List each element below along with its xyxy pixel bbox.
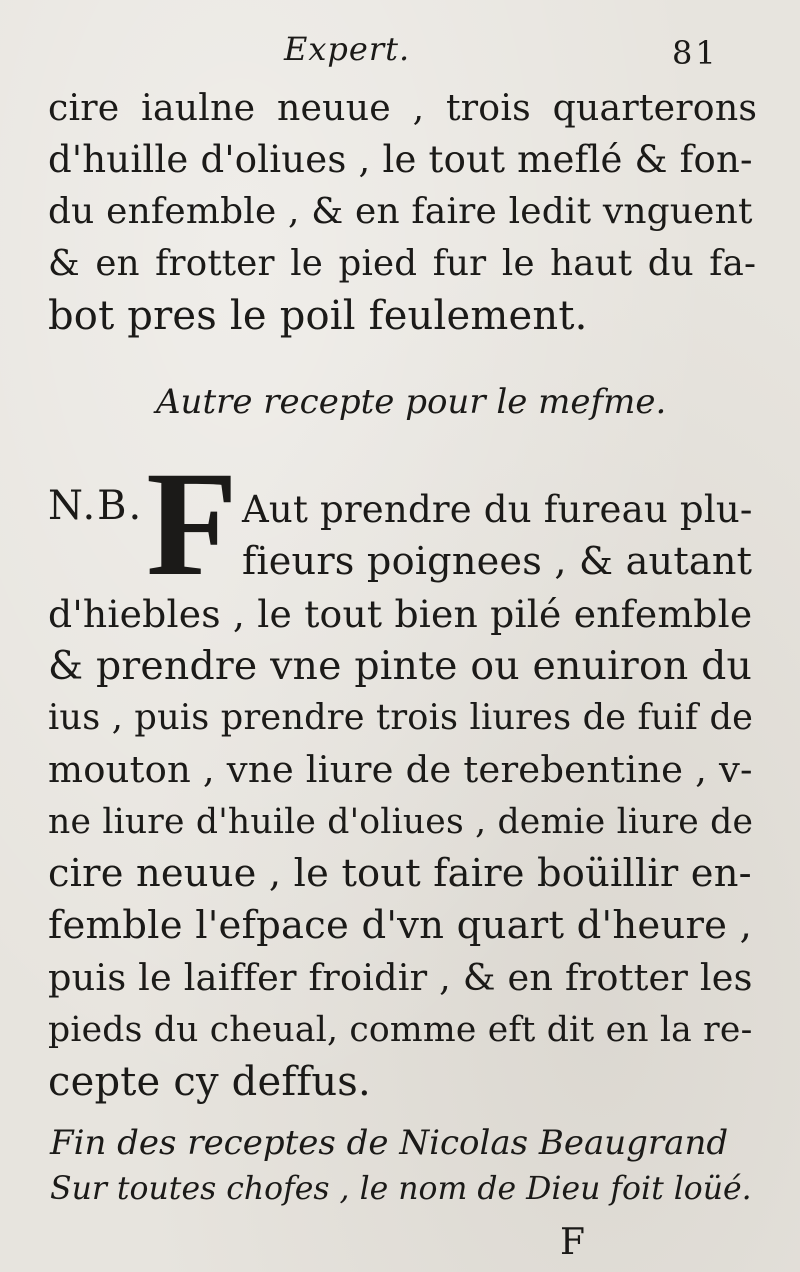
nota-bene-marker: N.B. bbox=[48, 483, 144, 529]
text-line: ius , puis prendre trois liures de fuif de bbox=[48, 697, 754, 738]
text-line: femble l'efpace d'vn quart d'heure , bbox=[48, 903, 753, 948]
colophon-line: Sur toutes chofes , le nom de Dieu foit loüé. bbox=[50, 1171, 752, 1207]
text-line: cepte cy deffus. bbox=[48, 1059, 371, 1105]
text-line: Aut prendre du fureau plu- bbox=[242, 488, 753, 531]
text-line: mouton , vne liure de terebentine , v- bbox=[48, 748, 753, 791]
text-line: cire neuue , le tout faire boüillir en- bbox=[48, 851, 752, 896]
drop-cap: F bbox=[146, 441, 238, 607]
page-number: 81 bbox=[672, 34, 719, 72]
text-line: puis le laiffer froidir , & en frotter les bbox=[48, 956, 753, 999]
text-line: du enfemble , & en faire ledit vnguent bbox=[48, 191, 753, 232]
running-head: Expert. bbox=[284, 30, 411, 68]
recipe-subheading: Autre recepte pour le mefme. bbox=[156, 382, 667, 422]
signature-mark: F bbox=[560, 1222, 587, 1263]
text-line: ne liure d'huile d'oliues , demie liure de bbox=[48, 802, 754, 842]
text-line: pieds du cheual, comme eft dit en la re- bbox=[48, 1010, 753, 1050]
text-line: d'huille d'oliues , le tout meflé & fon- bbox=[48, 138, 753, 181]
text-line: d'hiebles , le tout bien pilé enfemble bbox=[48, 592, 753, 636]
text-line: fieurs poignees , & autant bbox=[242, 540, 753, 584]
text-line: cire iaulne neuue , trois quarterons bbox=[48, 86, 758, 129]
text-line: & en frotter le pied fur le haut du fa- bbox=[48, 243, 757, 284]
text-line: & prendre vne pinte ou enuiron du bbox=[48, 643, 753, 689]
colophon-line: Fin des receptes de Nicolas Beaugrand bbox=[50, 1123, 729, 1163]
text-line: bot pres le poil feulement. bbox=[48, 293, 588, 339]
